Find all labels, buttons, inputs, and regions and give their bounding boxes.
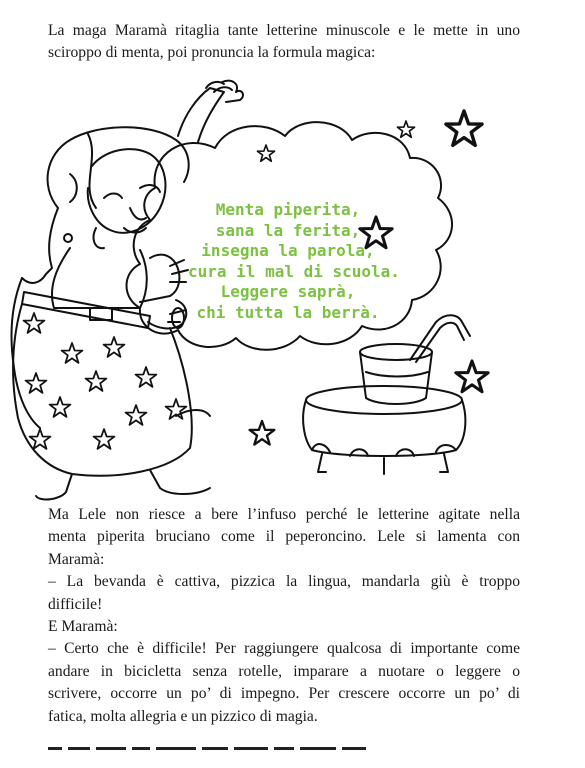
story-line-3: Maramà: (48, 550, 105, 568)
table-icon (303, 386, 465, 474)
magic-formula (188, 200, 400, 324)
formula-line-4: cura il mal di scuola. (188, 261, 400, 281)
story-paragraph (48, 504, 520, 728)
intro-line-2: sciroppo di menta, poi pronuncia la formula magica: (48, 44, 376, 62)
intro-paragraph (48, 20, 520, 65)
formula-line-6: chi tutta la berrà. (196, 302, 380, 322)
cut-off-text-line (48, 744, 378, 752)
straw-icon (410, 315, 470, 362)
story-line-2: menta piperita bruciano come il peperoncino. Lele si lamenta con (48, 528, 520, 546)
story-line-4: – La bevanda è cattiva, pizzica la lingua, mandarla giù è troppo (48, 573, 520, 591)
story-line-6: E Maramà: (48, 618, 118, 636)
story-line-9: scrivere, occorre un po’ di impegno. Per crescere occorre un po’ di (48, 685, 520, 703)
story-line-1: Ma Lele non riesce a bere l’infuso perché le letterine agitate nella (48, 506, 520, 523)
story-line-7: – Certo che è difficile! Per raggiungere qualcosa di importante come (48, 640, 520, 658)
formula-line-1: Menta piperita, (215, 200, 361, 219)
story-line-10: fatica, molta allegria e un pizzico di magia. (48, 707, 318, 725)
story-line-5: difficile! (48, 595, 103, 613)
intro-line-1: La maga Maramà ritaglia tante letterine minuscole e le mette in uno (48, 22, 520, 39)
formula-line-2: sana la ferita, (215, 220, 361, 240)
formula-line-3: insegna la parola, (201, 241, 375, 261)
story-line-8: andare in bicicletta senza rotelle, imparare a nuotare o leggere o (48, 662, 520, 680)
formula-line-5: Leggere saprà, (220, 282, 356, 302)
